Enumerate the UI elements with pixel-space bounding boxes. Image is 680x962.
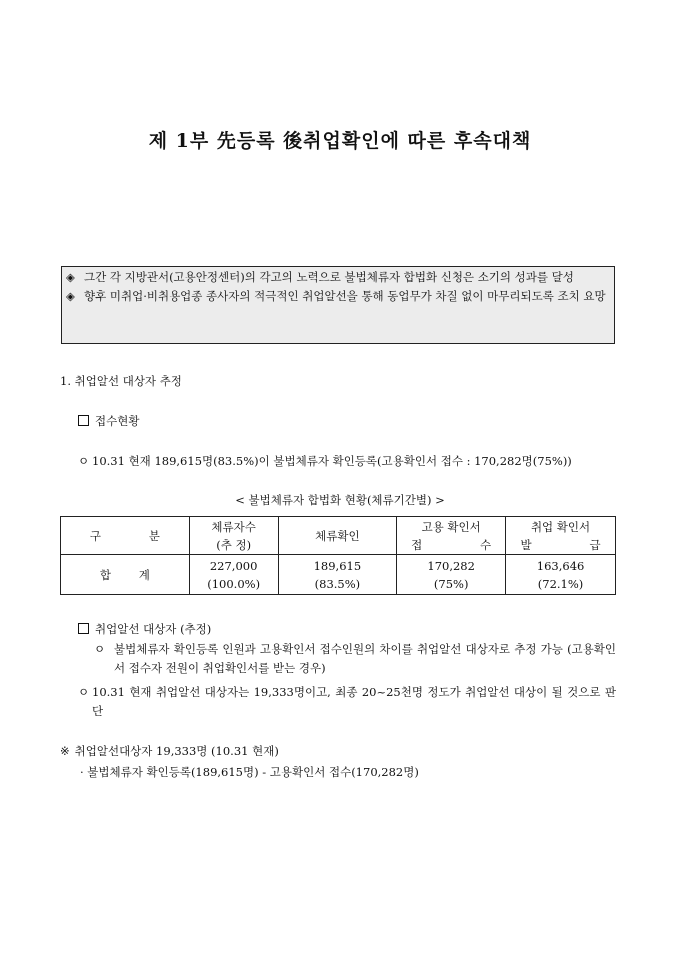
row-label: 합 계	[61, 555, 190, 595]
checkbox-square-icon	[78, 415, 89, 426]
checkbox-square-icon	[78, 623, 89, 634]
summary-item	[66, 287, 610, 306]
table-header-row	[61, 517, 616, 555]
reference-mark-icon: ※	[60, 744, 70, 758]
summary-box	[61, 266, 615, 344]
target-text: 10.31 현재 취업알선 대상자는 19,333명이고, 최종 20~25천명 정도가 취업알선 대상이 될 것으로 판단	[92, 685, 616, 718]
note-detail: · 불법체류자 확인등록(189,615명) - 고용확인서 접수(170,282명)	[80, 765, 419, 779]
note-text: 취업알선대상자 19,333명 (10.31 현재)	[74, 744, 279, 758]
header-category: 구 분	[61, 517, 190, 555]
header-residents: 체류자수 (추 정)	[189, 517, 278, 555]
header-employment-issued: 취업 확인서 발 급	[506, 517, 616, 555]
cell-employment-receipt: 170,282 (75%)	[397, 555, 506, 595]
diamond-bullet-icon: ◈	[66, 288, 75, 303]
summary-text: 향후 미취업·비취용업종 종사자의 적극적인 취업알선을 통해 동업무가 차질 없이 마무리되도록 조치 요망	[84, 288, 606, 303]
target-item	[78, 683, 616, 721]
table-row	[61, 555, 616, 595]
cell-employment-issued: 163,646 (72.1%)	[506, 555, 616, 595]
subsection-target	[78, 621, 211, 637]
circle-bullet-icon: ㅇ	[78, 454, 90, 468]
receipt-text: 10.31 현재 189,615명(83.5%)이 불법체류자 확인등록(고용확인서 접수 : 170,282명(75%))	[92, 454, 572, 468]
subsection-receipt	[78, 413, 139, 429]
table-caption: < 불법체류자 합법화 현황(체류기간별) >	[235, 493, 445, 507]
subsection-label: 취업알선 대상자 (추정)	[95, 622, 212, 636]
summary-text: 그간 각 지방관서(고용안정센터)의 각고의 노력으로 불법체류자 합법화 신청은 소기의 성과를 달성	[84, 270, 574, 284]
summary-item	[66, 268, 610, 287]
subsection-label: 접수현황	[95, 414, 140, 428]
target-text: 불법체류자 확인등록 인원과 고용확인서 접수인원의 차이를 취업알선 대상자로 추정 가능 (고용확인서 접수자 전원이 취업확인서를 받는 경우)	[114, 642, 616, 675]
circle-bullet-icon: ㅇ	[94, 642, 106, 656]
page-title: 제 1부 先등록 後취업확인에 따른 후속대책	[148, 130, 532, 152]
section-heading: 1. 취업알선 대상자 추정	[60, 374, 182, 388]
header-employment-receipt: 고용 확인서 접 수	[397, 517, 506, 555]
header-confirmation: 체류확인	[278, 517, 397, 555]
receipt-line	[78, 453, 572, 469]
diamond-bullet-icon: ◈	[66, 270, 75, 284]
note-line	[60, 743, 279, 759]
circle-bullet-icon: ㅇ	[78, 685, 90, 699]
legalization-table	[60, 516, 616, 595]
target-item	[94, 640, 616, 678]
cell-residents: 227,000 (100.0%)	[189, 555, 278, 595]
cell-confirmation: 189,615 (83.5%)	[278, 555, 397, 595]
